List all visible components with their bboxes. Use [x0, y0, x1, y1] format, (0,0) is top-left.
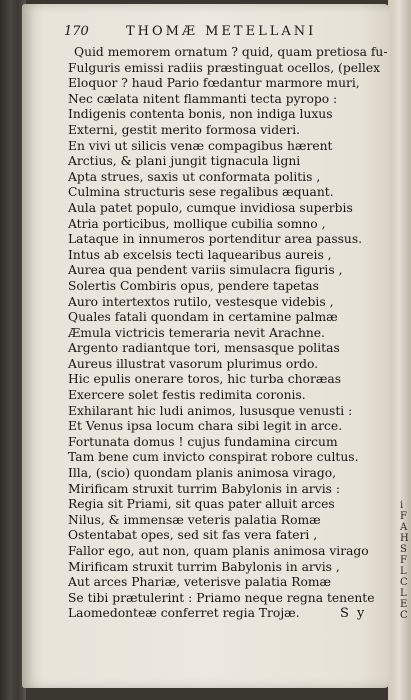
page-header [64, 24, 384, 44]
verse-line: Aurea qua pendent variis simulacra figuris , [68, 263, 343, 278]
verse-line: Æmula victricis temeraria nevit Arachne. [68, 325, 325, 340]
verse-line: En vivi ut silicis venæ compagibus hærent [68, 138, 333, 153]
edge-letter: C [400, 577, 408, 588]
verse-line: Hic epulis onerare toros, hic turba choræas [68, 372, 342, 387]
verse-line: Indigenis contenta bonis, non indiga luxus [68, 107, 333, 122]
verse-line: Fortunata domus ! cujus fundamina circum [68, 434, 338, 449]
verse-line: Exhilarant hic ludi animos, lususque venusti : [68, 403, 353, 418]
verse-line: Intus ab excelsis tecti laquearibus aureis , [68, 247, 332, 262]
edge-letter: A [400, 522, 408, 533]
edge-letter: E [400, 599, 408, 610]
verse-line: Aureus illustrat vasorum plurimus ordo. [68, 356, 319, 371]
poem-text [68, 45, 386, 622]
verse-line: Atria porticibus, mollique cubilia somno , [68, 216, 326, 231]
verse-line: Et Venus ipsa locum chara sibi legit in arce. [68, 419, 343, 434]
verse-line: Aut arces Phariæ, veterisve palatia Romæ [68, 575, 332, 590]
edge-letter: H [400, 533, 409, 544]
next-page-letters [400, 500, 411, 621]
verse-line: Externi, gestit merito formosa videri. [68, 122, 301, 137]
edge-letter: C [400, 610, 408, 621]
edge-letter: i [400, 500, 404, 511]
verse-line: Fallor ego, aut non, quam planis animosa virago [68, 544, 369, 558]
edge-letter: F [400, 555, 407, 566]
verse-line: Arctius, & plani jungit tignacula ligni [68, 154, 301, 169]
verse-line: Ostentabat opes, sed sit fas vera fateri , [68, 528, 318, 543]
verse-line: Laomedonteæ conferret regia Trojæ. [68, 606, 300, 621]
verse-line: Argento radiantque tori, mensasque politas [68, 341, 340, 356]
verse-line: Eloquor ? haud Pario fœdantur marmore muri, [68, 76, 360, 91]
verse-line: Culmina structuris sese regalibus æquant. [68, 185, 334, 200]
verse-line: Illa, (scio) quondam planis animosa virago, [68, 466, 337, 481]
verse-line: Nilus, & immensæ veteris palatia Romæ [68, 512, 321, 527]
verse-line: Lataque in innumeros portenditur area passus. [68, 232, 363, 247]
verse-line: Apta strues, saxis ut conformata politis , [68, 169, 321, 184]
verse-line: Exercere solet festis redimita coronis. [68, 388, 306, 403]
edge-letter: L [400, 588, 407, 599]
verse-line: Regia sit Priami, sit quas pater alluit arces [68, 497, 335, 512]
edge-letter: S [400, 544, 407, 555]
verse-line: Solertis Combiris opus, pendere tapetas [68, 278, 319, 293]
verse-line: Mirificam struxit turrim Babylonis in arvis : [68, 481, 341, 496]
verse-line: Mirificam struxit turrim Babylonis in arvis , [68, 559, 340, 574]
verse-line: Quales fatali quondam in certamine palmæ [68, 310, 338, 325]
edge-letter: F [400, 511, 407, 522]
edge-letter: L [400, 566, 407, 577]
page-number: 170 [64, 24, 89, 39]
verse-line: Quid memorem ornatum ? quid, quam pretiosa fu- [74, 45, 388, 59]
verse-line: Fulguris emissi radiis præstinguat ocellos, (pellex [68, 60, 381, 75]
catchword: S y [340, 606, 367, 621]
verse-line: Se tibi prætulerint : Priamo neque regna tenente [68, 590, 375, 605]
verse-line: Auro intertextos rutilo, vestesque videbis , [68, 294, 334, 309]
verse-line: Tam bene cum invicto conspirat robore cultus. [68, 450, 359, 465]
verse-line: Nec cælata nitent flammanti tecta pyropo : [68, 91, 338, 106]
verse-line: Aula patet populo, cumque invidiosa superbis [68, 200, 353, 215]
running-head: THOMÆ METELLANI [126, 24, 317, 39]
